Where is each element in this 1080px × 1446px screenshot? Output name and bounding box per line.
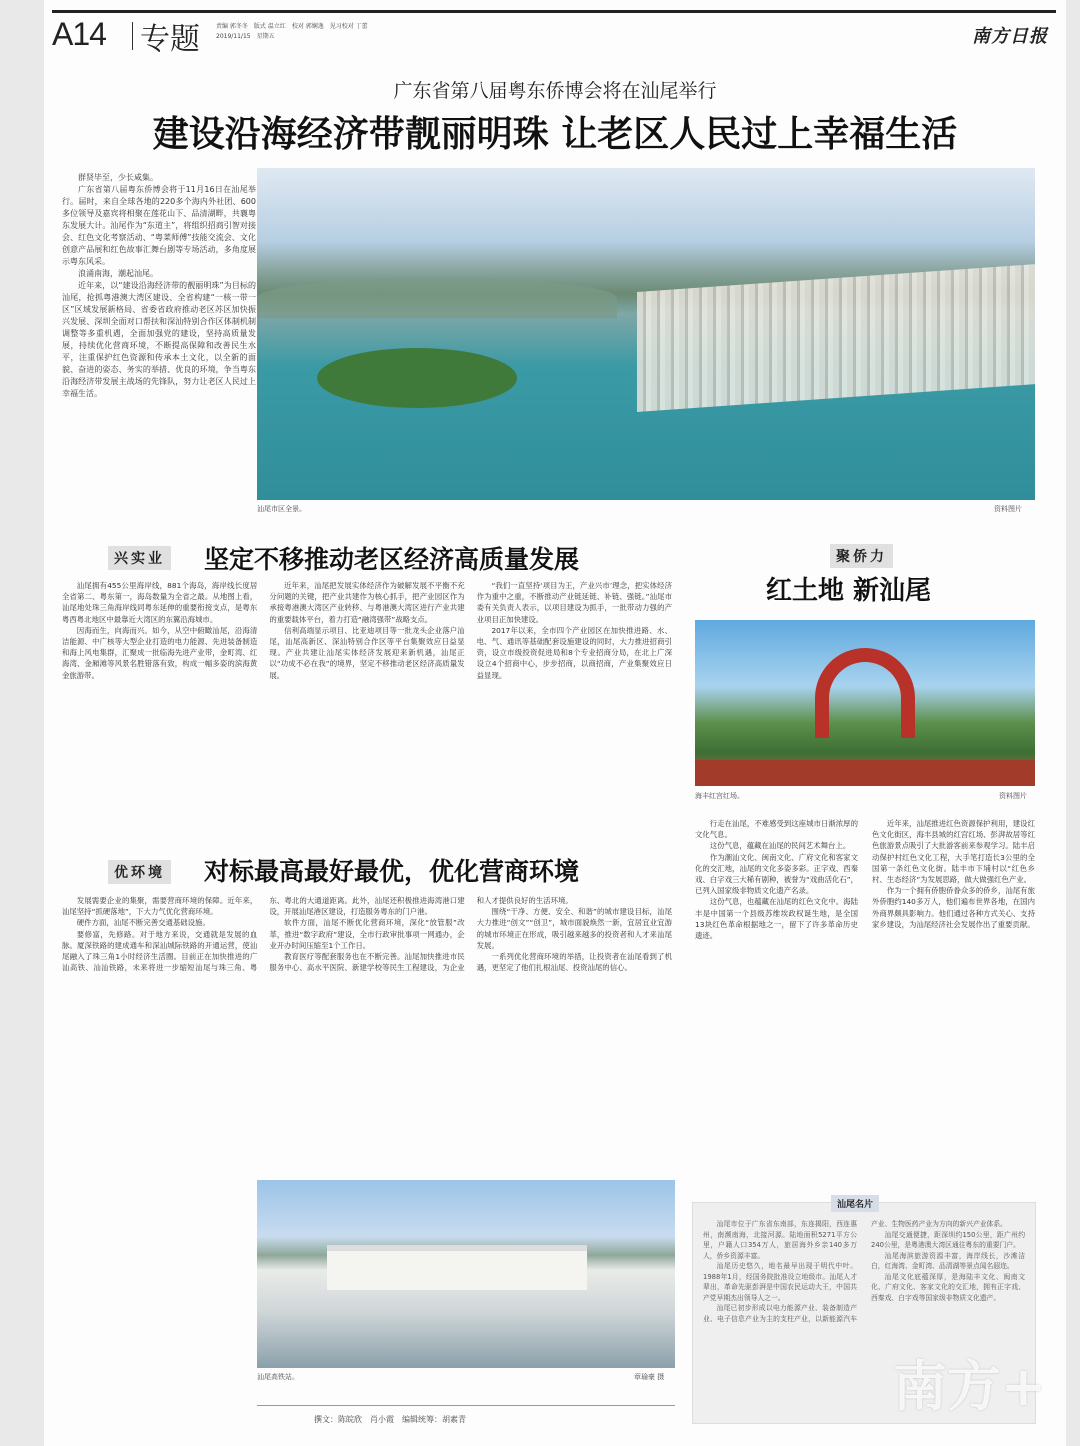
red-arch [815,648,915,738]
header-rule [52,10,1056,13]
station-building [327,1245,587,1290]
red-palace-photo [695,620,1035,786]
paragraph: 汕尾已初步形成以电力能源产业、装备制造产业、电子信息产业为主的支柱产业，以新能源汽车产业、生物医药产业为方向的新兴产业体系。 [703,1220,1007,1323]
overseas-body [695,818,1035,1183]
credits: 撰文：陈皖欣 肖小霞 编辑统筹：胡素青 [314,1415,466,1424]
paragraph: 行走在汕尾，不难感受到这座城市日渐浓厚的文化气息。 [695,819,858,840]
paragraph: 因海而生，向海而兴。如今，从空中俯瞰汕尾，沿海清洁能源、中广核等大型企业打造的电力能源、先进装备制造和海上风电集群，汇聚成一批临海先进产业带，金町湾、红海湾、金厢滩等风景名胜错落有致，构成一幅多姿的滨海黄金旅游带。 [62,625,258,680]
paragraph: 近年来，汕尾把发展实体经济作为破解发展不平衡不充分问题的关键，把产业共建作为核心抓手，把产业园区作为承接粤港澳大湾区产业转移、与粤港澳大湾区进行产业共建的重要载体平台，着力打造“融湾强带”战略支点。 [269,581,465,624]
paragraph: 这份气息，也蕴藏在汕尾的红色文化中。海陆丰是中国第一个县级苏维埃政权诞生地，是全国13块红色革命根据地之一，留下了许多革命历史遗迹。 [695,897,858,941]
paragraph: “我们一直坚持‘项目为王，产业兴市’理念，把实体经济作为重中之重，不断推动产业链延链、补链、强链。”汕尾市委有关负责人表示，以项目建设为抓手，一批带动力强的产业项目正加快建设。 [476,581,672,624]
section-title: 红土地 新汕尾 [766,576,932,606]
paragraph: 教育医疗等配套服务也在不断完善。汕尾加快推进市民服务中心、高水平医院、新建学校等民生工程建设，为企业和人才提供良好的生活环境。 [269,896,573,973]
paragraph: 近年来，以“建设沿海经济带的靓丽明珠”为目标的汕尾，抢抓粤港澳大湾区建设、全省构建“一核一带一区”区域发展新格局、省委省政府推动老区苏区加快振兴发展、深圳全面对口帮扶和深汕特别合作区体制机制调整等多重机遇，全面加强党的建设，坚持高质量发展，持续优化营商环境，不断提高保障和改善民生水平，注重保护红色资源和传承本土文化，以全新的面貌、奋进的姿态、务实的举措、优良的环境，争当粤东沿海经济带发展主战场的先锋队，努力让老区人民过上幸福生活。 [62,281,256,398]
paragraph: 作为潮汕文化、闽南文化、广府文化和客家文化的交汇地，汕尾的文化多姿多彩。正字戏、西秦戏、白字戏三大稀有剧种，被誉为“戏曲活化石”，已列入国家级非物质文化遗产名录。 [695,852,858,896]
section-tag: 聚侨力 [830,544,893,568]
header-divider [132,22,133,50]
paragraph: 浪涌南海，潮起汕尾。 [78,269,158,278]
paragraph: 汕尾交通便捷，距深圳约150公里，距广州约240公里，是粤港澳大湾区通往粤东的重要门户。 [871,1230,1025,1249]
paragraph: 围绕“干净、方便、安全、和谐”的城市建设目标，汕尾大力推进“创文”“创卫”，城市面貌焕然一新，宜居宜业宜游的城市环境正在形成，吸引越来越多的投资者和人才来汕尾发展。 [476,907,672,950]
paragraph: 硬件方面，汕尾不断完善交通基础设施。 [76,918,210,928]
section-title: 对标最高最好最优，优化营商环境 [204,857,580,886]
editor-line: 责编 郭冬冬 版式 温立红 校对 郭娴逸 见习校对 丁蕾 [216,23,368,30]
hills [257,278,617,318]
photo-caption: 海丰红宫红场。 [695,792,744,800]
photo-caption: 汕尾市区全景。 [257,505,306,513]
photo-credit: 章瑜豪 摄 [634,1373,665,1381]
city-buildings [637,264,1035,412]
section-tag: 兴实业 [108,546,171,570]
paragraph: 这份气息，蕴藏在汕尾的民间艺术舞台上。 [709,841,851,851]
section-tag: 优环境 [108,860,171,884]
photo-credit: 资料图片 [994,505,1022,513]
environment-body [62,895,672,1175]
box-title: 汕尾名片 [831,1195,879,1212]
paragraph: 广东省第八届粤东侨博会将于11月16日在汕尾举行。届时，来自全球各地的220多个海内外社团、600多位领导及嘉宾将相聚在莲花山下、品清湖畔，共襄粤东发展大计。汕尾作为“东道主”，将组织招商引智对接会、红色文化考察活动、“粤菜师傅”技能交流会、文化创意产品展和红色故事汇舞台剧等专场活动，多角度展示粤东风采。 [62,185,256,266]
paragraph: 汕尾历史悠久，地名最早出现于明代中叶。1988年1月，经国务院批准设立地级市。汕尾人才辈出，革命先驱彭湃是中国农民运动大王，中国共产党早期杰出领导人之一。 [703,1262,857,1302]
city-panorama-photo [257,168,1035,500]
main-headline: 建设沿海经济带靓丽明珠 让老区人民过上幸福生活 [152,113,958,155]
paragraph: 近年来，汕尾推进红色资源保护利用，建设红色文化街区，海丰县城的红宫红场、彭湃故居等红色旅游景点吸引了大批游客前来参观学习。陆丰启动保护村红色文化工程，大手笔打造长3公里的全国第一条红色文化街。陆丰市下埔村以“红色乡村、生态经济”为发展思路，做大做强红色产业。 [872,819,1035,885]
paragraph: 汕尾市位于广东省东南部，东连揭阳，西连惠州，南濒南海，北接河源。陆地面积5271平方公里，户籍人口354万人，旅居海外乡亲140多万人，侨乡资源丰富。 [703,1220,857,1260]
photo-caption: 汕尾高铁站。 [257,1373,299,1381]
industry-body [62,580,672,850]
lead-intro [62,172,256,497]
island [317,348,517,408]
paragraph: 群贤毕至，少长咸集。 [78,173,158,182]
paragraph: 软件方面，汕尾不断优化营商环境，深化“放管服”改革，推进“数字政府”建设，全市行政审批事项一网通办，企业开办时间压缩至1个工作日。 [269,918,465,950]
date-line: 2019/11/15 星期五 [216,33,275,40]
paragraph: 汕尾文化底蕴深厚，是海陆丰文化、闽南文化、广府文化、客家文化的交汇地，拥有正字戏、西秦戏、白字戏等国家级非物质文化遗产。 [871,1272,1025,1302]
masthead-logo: 南方日报 [972,26,1048,47]
page-number: A14 [52,16,106,52]
page-meta [216,22,368,42]
paragraph: 信利高端显示项目、比亚迪项目等一批龙头企业落户汕尾，汕尾高新区、深汕特别合作区等平台集聚效应日益显现。产业共建让汕尾实体经济发展迎来新机遇，汕尾正以“功成不必在我”的境界，坚定不移推动老区经济高质量发展。 [269,625,465,680]
nanfang-plus-watermark: 南方+ [892,1354,1046,1418]
paragraph: 发展需要企业的集聚，需要营商环境的保障。近年来，汕尾坚持“抓硬落地”，下大力气优化营商环境。 [62,896,258,917]
footer-rule [257,1405,675,1406]
paragraph: 作为一个拥有侨胞侨眷众多的侨乡，汕尾有旅外侨胞约140多万人，他们遍布世界各地，在国内外商界颇具影响力。他们通过各种方式关心、支持家乡建设，为汕尾经济社会发展作出了重要贡献。 [872,886,1035,929]
paragraph: 要修富，先修路。对于地方来说，交通就是发展的血脉。厦深铁路的建成通车和深汕城际铁路的开通运营，使汕尾融入了珠三角1小时经济生活圈。目前正在加快推进的广汕高铁、汕汕铁路，未来将进一步缩短汕尾与珠三角、粤东、粤北的大通道距离。此外，汕尾还积极推进海湾港口建设，开展汕尾港区建设，打造服务粤东的门户港。 [62,896,465,973]
paragraph: 汕尾海滨旅游资源丰富，海岸线长，沙滩洁白，红海湾、金町湾、品清湖等景点闻名遐迩。 [871,1251,1025,1270]
railway-station-photo [257,1180,675,1368]
kicker: 广东省第八届粤东侨博会将在汕尾举行 [393,80,717,102]
section-name: 专题 [140,22,200,57]
newspaper-page [44,0,1066,1446]
paragraph: 汕尾拥有455公里海岸线，881个海岛，海岸线长度居全省第二、粤东第一，海岛数量为全省之最。从地图上看，汕尾地处珠三角海岸线同粤东延伸的重要衔接支点，是粤东粤西粤北地区中最靠近大湾区的东翼沿海城市。 [62,581,258,624]
section-title: 坚定不移推动老区经济高质量发展 [204,545,580,574]
paragraph: 2017年以来，全市四个产业园区在加快推进路、水、电、气、通讯等基础配套设施建设的同时，大力推进招商引资，设立市级投资促进局和8个专业招商分局，在北上广深设立4个招商中心，步步招商，以商招商，产业集聚效应日益显现。 [476,625,672,680]
photo-credit: 资料图片 [999,792,1027,800]
red-ground [695,760,1035,786]
paragraph: 一系列优化营商环境的举措，让投资者在汕尾看到了机遇，更坚定了他们扎根汕尾、投资汕尾的信心。 [476,952,672,973]
